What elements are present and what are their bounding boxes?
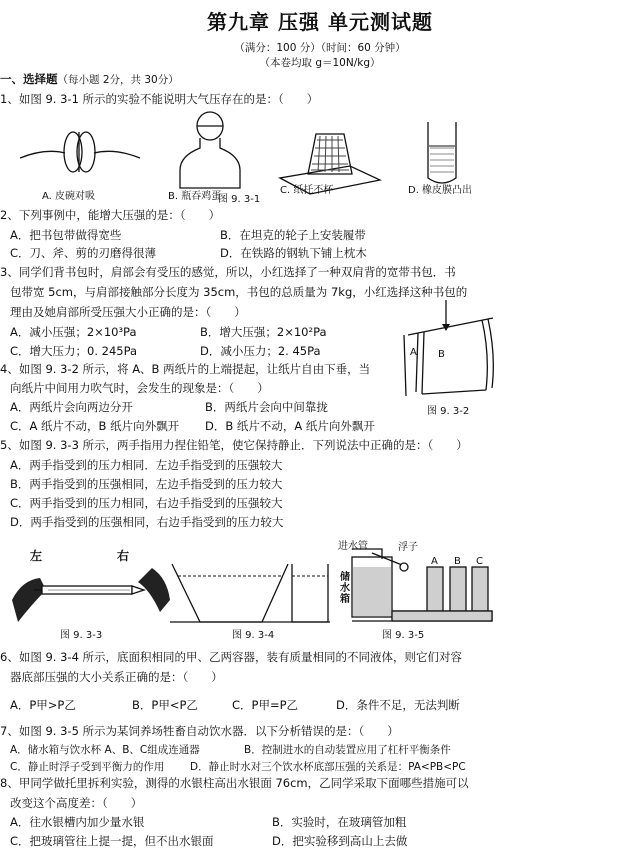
q7-stem: 7、如图 9. 3-5 所示为某饲养场牲畜自动饮水器．以下分析错误的是：（ ）	[0, 724, 399, 738]
figure-9-3-5	[332, 545, 500, 627]
q5-option-c: C．两手指受到的压力相同，右边手指受到的压强较大	[10, 496, 283, 510]
q6-line1: 6、如图 9. 3-4 所示，底面积相同的甲、乙两容器，装有质量相同的不同液体，则它们对容	[0, 650, 463, 664]
fig-9-3-5-caption: 图 9. 3-5	[382, 630, 425, 641]
q4-option-d: D．B 纸片不动，A 纸片向外飘开	[205, 419, 375, 433]
fig-9-3-3-left-label: 左	[30, 549, 43, 563]
q6-option-d: D．条件不足，无法判断	[336, 698, 460, 712]
section-title: 一、选择题	[0, 72, 58, 86]
q3-option-d: D．减小压力；2. 45Pa	[200, 344, 321, 358]
q2-option-c: C．刀、斧、剪的刃磨得很薄	[10, 246, 157, 260]
section-heading	[0, 72, 179, 87]
q3-option-b: B．增大压强；2×10²Pa	[200, 325, 327, 339]
q7-option-c: C．静止时浮子受到平衡力的作用	[10, 761, 165, 773]
page-title: 第九章 压强 单元测试题	[207, 10, 433, 34]
figure-9-3-3	[12, 560, 172, 625]
q2-stem: 2、下列事例中，能增大压强的是：（ ）	[0, 208, 221, 222]
fig-9-3-2-label-a: A	[410, 347, 417, 358]
q1-label-d: D. 橡皮膜凸出	[408, 185, 473, 196]
q2-option-d: D．在铁路的钢轨下铺上枕木	[220, 246, 367, 260]
q2-option-b: B．在坦克的轮子上安装履带	[220, 228, 366, 242]
fig-9-3-2-label-b: B	[438, 349, 445, 360]
q1-stem: 1、如图 9. 3-1 所示的实验不能说明大气压存在的是：（ ）	[0, 92, 319, 106]
q6-option-a: A．P甲>P乙	[10, 698, 76, 712]
q5-option-d: D．两手指受到的压强相同，右边手指受到的压力较大	[10, 515, 284, 529]
bottle-egg-drawing	[180, 112, 240, 188]
q1-label-a: A. 皮碗对吸	[42, 191, 96, 202]
fig-9-3-5-cup-b: B	[454, 556, 461, 567]
q4-option-a: A．两纸片会向两边分开	[10, 400, 133, 414]
fig-9-3-5-cup-c: C	[476, 556, 483, 567]
q4-option-c: C．A 纸片不动，B 纸片向外飘开	[10, 419, 180, 433]
section-note: （每小题 2分，共 30分）	[57, 74, 179, 86]
q7-option-d: D．静止时水对三个饮水杯底部压强的关系是：PA<PB<PC	[190, 761, 466, 773]
q8-option-c: C．把玻璃管往上提一提，但不出水银面	[10, 834, 214, 848]
q4-line2: 向纸片中间用力吹气时，会发生的现象是：（ ）	[10, 381, 269, 395]
q8-line2: 改变这个高度差：（ ）	[10, 796, 143, 810]
suction-cups-drawing	[20, 132, 140, 172]
fig-9-3-5-tank-label: 储水箱	[340, 572, 350, 605]
q6-option-c: C．P甲=P乙	[232, 698, 299, 712]
q8-option-b: B．实验时，在玻璃管加粗	[272, 815, 407, 829]
fig-9-3-3-caption: 图 9. 3-3	[60, 630, 103, 641]
figure-9-3-4	[170, 562, 330, 627]
q3-line2: 包带宽 5cm，与肩部接触部分长度为 35cm，书包的总质量为 7kg，小红选择这种书包的	[10, 285, 468, 299]
q3-option-a: A．减小压强；2×10³Pa	[10, 325, 137, 339]
q5-option-b: B．两手指受到的压强相同，左边手指受到的压力较大	[10, 477, 283, 491]
q5-option-a: A．两手指受到的压力相同．左边手指受到的压强较大	[10, 458, 283, 472]
fig-9-3-5-float-label: 浮子	[398, 542, 418, 553]
q3-line1: 3、同学们背书包时，肩部会有受压的感觉，所以，小红选择了一种双肩背的宽带书包．书	[0, 265, 456, 279]
fig-9-3-1-caption: 图 9. 3-1	[218, 194, 261, 205]
q4-option-b: B．两纸片会向中间靠拢	[205, 400, 328, 414]
q7-option-b: B．控制进水的自动装置应用了杠杆平衡条件	[244, 744, 451, 756]
tube-film-drawing	[428, 122, 456, 183]
q3-option-c: C．增大压力；0. 245Pa	[10, 344, 138, 358]
gravity-note: （本卷均取 g＝10N/kg）	[259, 57, 381, 69]
q8-option-a: A．往水银槽内加少量水银	[10, 815, 145, 829]
q6-option-b: B．P甲<P乙	[132, 698, 198, 712]
q8-line1: 8、甲同学做托里拆利实验，测得的水银柱高出水银面 76cm，乙同学采取下面哪些措施可以	[0, 776, 469, 790]
fig-9-3-3-right-label: 右	[117, 549, 130, 563]
q5-stem: 5、如图 9. 3-3 所示，两手指用力捏住铅笔，使它保持静止．下列说法中正确的是：（ ）	[0, 438, 468, 452]
q8-option-d: D．把实验移到高山上去做	[272, 834, 408, 848]
q2-option-a: A．把书包带做得宽些	[10, 228, 122, 242]
q7-option-a: A．储水箱与饮水杯 A、B、C组成连通器	[10, 744, 200, 756]
score-time-line: （满分：100 分）（时间：60 分钟）	[234, 42, 406, 54]
q4-line1: 4、如图 9. 3-2 所示，将 A、B 两纸片的上端提起，让纸片自由下垂，当	[0, 362, 371, 376]
fig-9-3-5-inlet-label: 进水管	[338, 541, 368, 552]
q1-label-b: B. 瓶吞鸡蛋	[168, 191, 222, 202]
q6-line2: 器底部压强的大小关系正确的是：（ ）	[10, 670, 223, 684]
fig-9-3-5-cup-a: A	[431, 556, 438, 567]
q1-label-c: C. 纸托不杯	[280, 185, 334, 196]
fig-9-3-2-caption: 图 9. 3-2	[427, 406, 470, 417]
q3-line3: 理由及她肩部所受压强大小正确的是：（ ）	[10, 305, 246, 319]
fig-9-3-4-caption: 图 9. 3-4	[232, 630, 275, 641]
